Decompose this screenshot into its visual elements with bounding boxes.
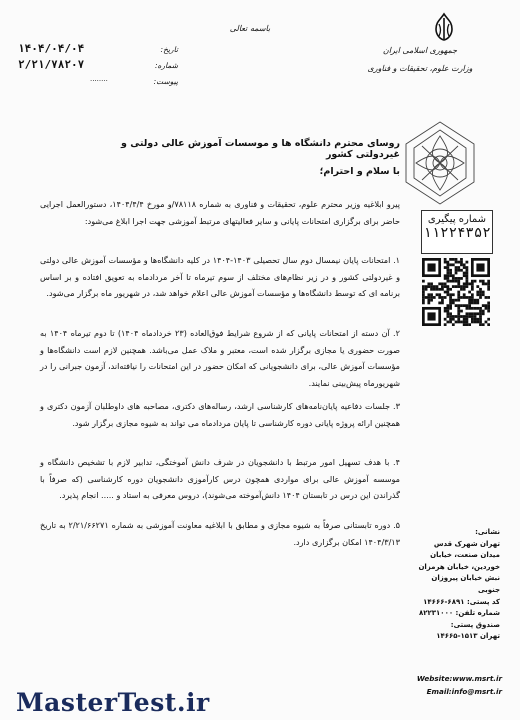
date-value: ۱۴۰۴/۰۴/۰۴: [18, 42, 85, 55]
address-line: نبش خیابان پیروزان جنوبی: [431, 574, 500, 594]
clause-4: ۴. با هدف تسهیل امور مرتبط با دانشجویان در شرف دانش آموختگی، تدابیر لازم با تشخیص دانشگاه و موسسه آموزش عالی برای مواردی همچون درس کارآموزی دانشجویان دوره کارشناسی (که صرفاً با گذراندن این درس در تابستان ۱۴۰۴ دانش‌آموخته می‌شوند)، دروس معرفی به استاد و ..... انجام پذیرد.: [40, 457, 400, 501]
address-line: شماره تلفن: ۸۲۲۳۱۰۰۰: [418, 609, 500, 618]
tracking-number: ۱۱۲۲۴۳۵۲: [423, 225, 491, 241]
address-line: کد پستی: ۶۸۹۱-۱۴۶۶۶: [423, 597, 500, 606]
number-label: شماره:: [155, 61, 178, 70]
intro-paragraph: پیرو ابلاغیه وزیر محترم علوم، تحقیقات و فناوری به شماره ۷۸۱۱۸/و مورخ ۱۴۰۴/۴/۴، دستورالعمل اجرایی حاضر برای برگزاری امتحانات پایانی و سایر فعالیتهای مرتبط آموزشی جهت اجرا ابلاغ می‌شود:: [40, 199, 400, 226]
clause-2: ۲. آن دسته از امتحانات پایانی که از شروع شرایط فوق‌العاده (۲۳ خردادماه ۱۴۰۴) تا دوم تیرماه ۱۴۰۴ به صورت حضوری یا مجازی برگزار شده است، معتبر و ملاک عمل می‌باشد. همچنین لازم است دانشگاه‌ها و مؤسسات آموزش عالی، برای دانشجویانی که امکان حضور در این امتحانات را نیافته‌اند، آزمون جبرانی را در شهریورماه پیش‌بینی نمایند.: [40, 328, 400, 388]
watermark-text: MasterTest.ir: [16, 688, 210, 717]
basmala: باسمه تعالی: [229, 24, 271, 33]
date-label: تاریخ:: [160, 45, 178, 54]
tracking-box: [421, 210, 493, 254]
tracking-label: شماره پیگیری: [427, 214, 487, 225]
email-link[interactable]: Email:info@msrt.ir: [426, 687, 502, 696]
iran-emblem-icon: [430, 12, 458, 42]
address-block: [408, 527, 500, 643]
qr-code-icon: [422, 258, 490, 326]
address-line: تهران شهرک قدس: [433, 539, 500, 548]
address-line: میدان صنعت، خیابان: [430, 551, 500, 560]
clause-1: ۱. امتحانات پایان نیمسال دوم سال تحصیلی ۱۴۰۳-۱۴۰۴ در کلیه دانشگاه‌ها و مؤسسات آموزش عالی دولتی و غیردولتی کشور و در زیر نظام‌های مختلف از سوم تیرماه تا آخر مردادماه به تعویق افتاده و بر اساس برنامه ای که توسط دانشگاه‌ها و مؤسسات آموزش عالی اعلام خواهد شد، در شهریور ماه برگزار می‌شود.: [40, 255, 401, 299]
org-line1: جمهوری اسلامی ایران: [382, 46, 458, 55]
salutation: با سلام و احترام؛: [319, 166, 400, 177]
letter-heading: روسای محترم دانشگاه ها و موسسات آموزش عالی دولتی و غیردولتی کشور: [121, 138, 400, 160]
address-line: صندوق پستی:: [450, 620, 500, 629]
clause-3: ۳. جلسات دفاعیه پایان‌نامه‌های کارشناسی ارشد، رساله‌های دکتری، مصاحبه های داوطلبان آزمون دکتری و همچنین ارائه پروژه پایانی دوره کارشناسی تا پایان مردادماه می‌ تواند به شیوه مجازی برگزار شود.: [40, 401, 400, 428]
clause-5: ۵. دوره تابستانی صرفاً به شیوه مجازی و مطابق با ابلاغیه معاونت آموزشی به شماره ۲/۲۱/۶۶۲۷۱ به تاریخ ۱۴۰۴/۳/۱۳ امکان برگزاری دارد.: [40, 520, 400, 547]
ornament-icon: [400, 118, 480, 208]
org-line2: وزارت علوم، تحقیقات و فناوری: [367, 64, 473, 73]
number-value: ۲/۲۱/۷۸۲۰۷: [18, 58, 85, 71]
address-line: خوردین، خیابان هرمزان: [418, 562, 500, 571]
address-line: نشانی:: [475, 528, 500, 536]
address-line: تهران ۱۵۱۳-۱۴۶۶۵: [436, 632, 500, 641]
attachment-value: ........: [90, 75, 108, 83]
attachment-label: پیوست:: [153, 77, 178, 86]
website-link[interactable]: Website:www.msrt.ir: [416, 674, 502, 683]
